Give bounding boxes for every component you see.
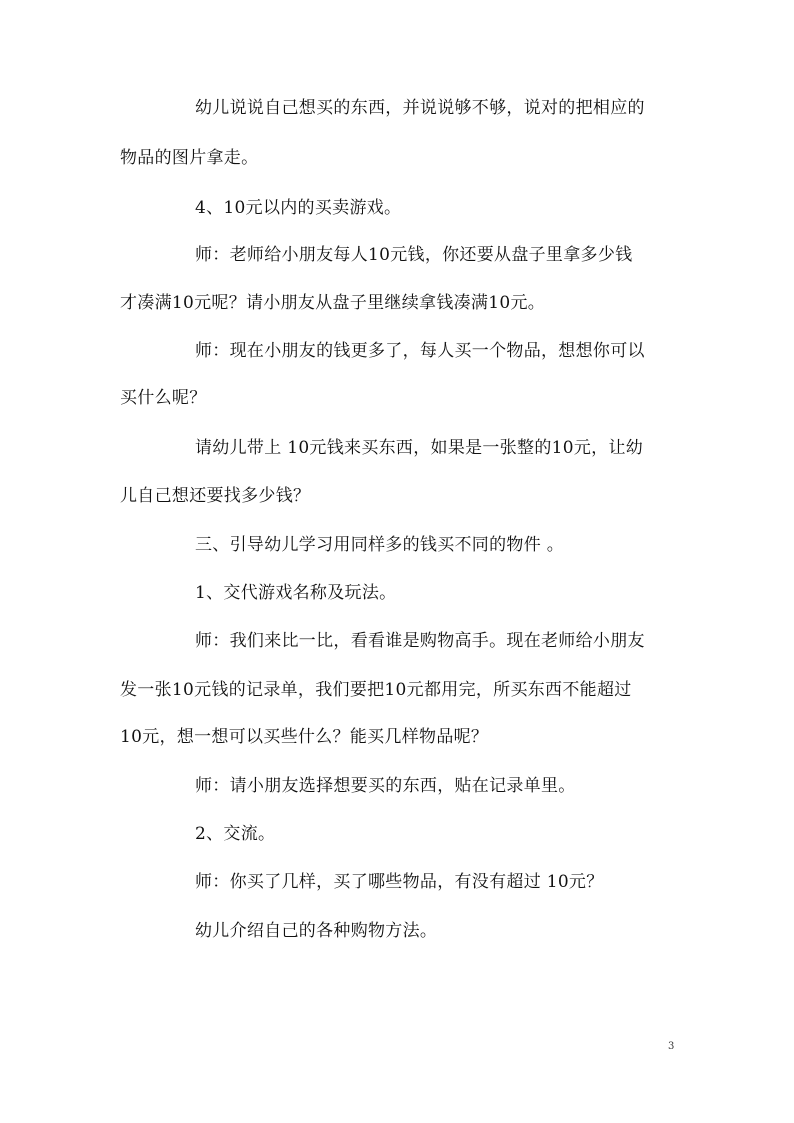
paragraph-line: 买什么呢？ (120, 388, 207, 408)
paragraph-line: 2、交流。 (195, 824, 276, 844)
paragraph-line: 幼儿介绍自己的各种购物方法。 (195, 921, 438, 941)
section-heading: 三、引导幼儿学习用同样多的钱买不同的物件 。 (195, 535, 565, 555)
paragraph-line: 才凑满10元呢？请小朋友从盘子里继续拿钱凑满10元。 (120, 293, 546, 313)
paragraph-line: 师：请小朋友选择想要买的东西，贴在记录单里。 (195, 776, 576, 796)
paragraph-line: 儿自己想还要找多少钱？ (120, 486, 311, 506)
paragraph-line: 请幼儿带上 10元钱来买东西，如果是一张整的10元，让幼 (195, 438, 644, 458)
paragraph-line: 幼儿说说自己想买的东西，并说说够不够，说对的把相应的 (195, 98, 645, 118)
paragraph-line: 4、10元以内的买卖游戏。 (195, 198, 402, 218)
paragraph-line: 师：老师给小朋友每人10元钱，你还要从盘子里拿多少钱 (195, 245, 633, 265)
paragraph-line: 1、交代游戏名称及玩法。 (195, 583, 397, 603)
page-number: 3 (668, 1041, 675, 1052)
paragraph-line: 物品的图片拿走。 (120, 148, 259, 168)
paragraph-line: 发一张10元钱的记录单，我们要把10元都用完，所买东西不能超过 (120, 680, 632, 700)
paragraph-line: 师：现在小朋友的钱更多了，每人买一个物品，想想你可以 (195, 341, 645, 361)
paragraph-line: 10元，想一想可以买些什么？能买几样物品呢？ (120, 727, 489, 747)
paragraph-line: 师：我们来比一比，看看谁是购物高手。现在老师给小朋友 (195, 631, 645, 651)
paragraph-line: 师：你买了几样，买了哪些物品，有没有超过 10元？ (195, 872, 604, 892)
